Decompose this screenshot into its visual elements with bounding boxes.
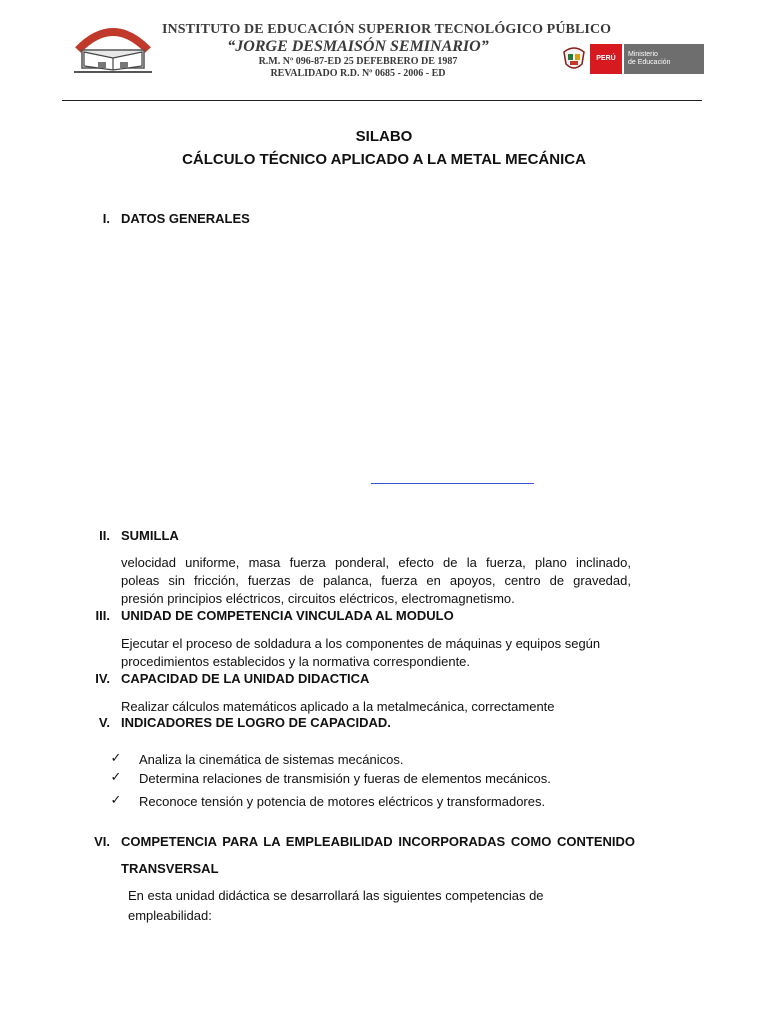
institute-logo (70, 22, 156, 76)
section-1-number: I. (102, 211, 110, 226)
indicator-item: Determina relaciones de transmisión y fueras de elementos mecánicos. (139, 771, 551, 786)
section-2-title: SUMILLA (121, 528, 179, 543)
section-5-title: INDICADORES DE LOGRO DE CAPACIDAD. (121, 715, 391, 730)
document-subtitle: CÁLCULO TÉCNICO APLICADO A LA METAL MECÁNICA (182, 151, 586, 168)
ministry-name-line1: Ministerio (628, 51, 658, 58)
section-5-number: V. (98, 715, 110, 730)
section-3-number: III. (95, 608, 110, 623)
institute-resolution: R.M. Nº 096-87-ED 25 DEFEBRERO DE 1987 (258, 56, 458, 67)
section-6-title-line-2: TRANSVERSAL (121, 861, 219, 876)
check-icon: ✓ (110, 792, 122, 807)
header-divider (62, 100, 702, 101)
section-4-number: IV. (95, 671, 110, 686)
sumilla-line-2: poleas sin fricción, fuerzas de palanca, fuerza en apoyos, centro de gravedad, (121, 573, 631, 588)
check-icon: ✓ (110, 769, 122, 784)
sumilla-line-1: velocidad uniforme, masa fuerza ponderal, efecto de la fuerza, plano inclinado, (121, 555, 631, 570)
empleabilidad-line-1: En esta unidad didáctica se desarrollará las siguientes competencias de (128, 888, 544, 903)
institute-subname: “JORGE DESMAISÓN SEMINARIO” (227, 38, 489, 55)
section-2-number: II. (99, 528, 110, 543)
section-1-title: DATOS GENERALES (121, 211, 250, 226)
indicator-item: Reconoce tensión y potencia de motores eléctricos y transformadores. (139, 794, 546, 809)
institute-name: INSTITUTO DE EDUCACIÓN SUPERIOR TECNOLÓGICO PÚBLICO (162, 22, 612, 37)
section-6-title-line-1: COMPETENCIA PARA LA EMPLEABILIDAD INCORPORADAS COMO CONTENIDO (121, 834, 635, 849)
capacidad-text: Realizar cálculos matemáticos aplicado a la metalmecánica, correctamente (121, 699, 555, 714)
coat-of-arms-icon (562, 46, 586, 72)
ministry-name (624, 44, 704, 74)
section-3-title: UNIDAD DE COMPETENCIA VINCULADA AL MODULO (121, 608, 454, 623)
ministry-name-line2: de Educación (628, 59, 671, 66)
institute-revalidation: REVALIDADO R.D. Nº 0685 - 2006 - ED (270, 68, 446, 79)
document-title: SILABO (355, 128, 413, 145)
competencia-line-2: procedimientos establecidos y la normativa correspondiente. (121, 654, 471, 669)
check-icon: ✓ (110, 750, 122, 765)
section-6-number: VI. (94, 834, 110, 849)
sumilla-line-3: presión principios eléctricos, circuitos eléctricos, electromagnetismo. (121, 591, 515, 606)
indicator-item: Analiza la cinemática de sistemas mecánicos. (139, 752, 404, 767)
ministry-country: PERÚ (590, 44, 622, 74)
empleabilidad-line-2: empleabilidad: (128, 908, 212, 923)
link-underline (371, 483, 534, 484)
competencia-line-1: Ejecutar el proceso de soldadura a los componentes de máquinas y equipos según (121, 636, 601, 651)
section-4-title: CAPACIDAD DE LA UNIDAD DIDACTICA (121, 671, 370, 686)
ministry-logo (562, 44, 704, 74)
